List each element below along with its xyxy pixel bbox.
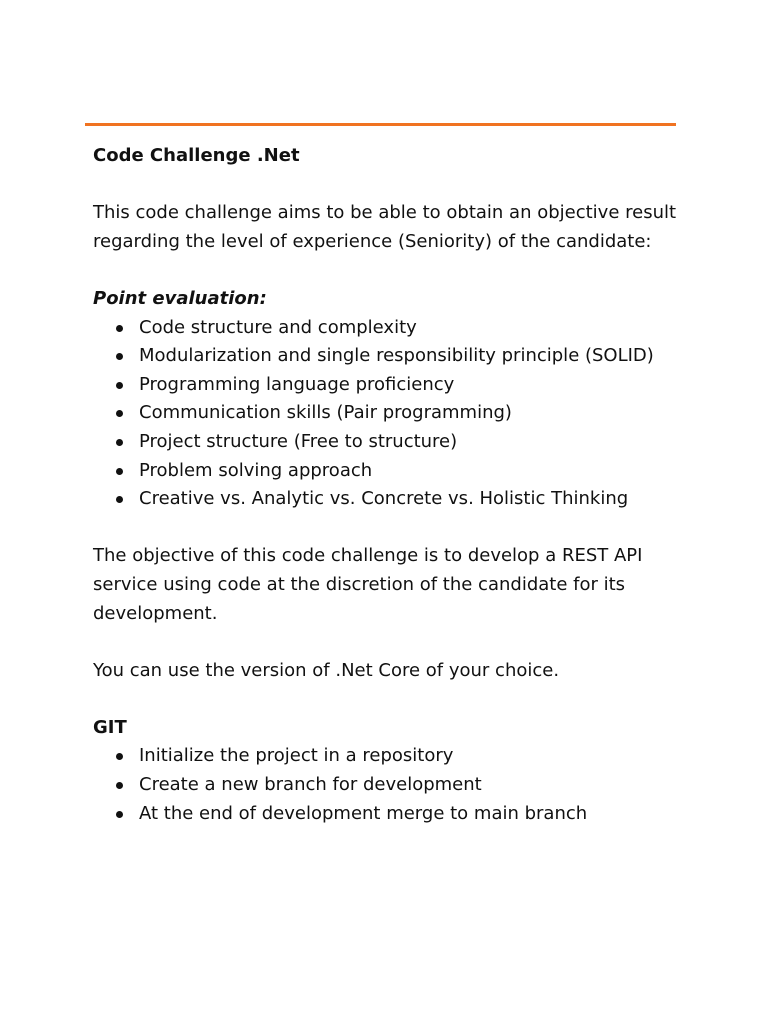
bullet-icon [116, 782, 123, 789]
list-item [93, 485, 693, 514]
list-item [93, 342, 693, 371]
spacer [93, 514, 693, 543]
list-item-text: Create a new branch for development [139, 774, 482, 796]
list-item-text: Communication skills (Pair programming) [139, 402, 512, 424]
list-item-text: Project structure (Free to structure) [139, 430, 458, 452]
list-item [93, 314, 693, 343]
bullet-icon [116, 382, 123, 389]
spacer [93, 685, 693, 714]
spacer [93, 256, 693, 285]
bullet-icon [116, 468, 123, 475]
objective-line: service using code at the discretion of the candidate for its [93, 573, 626, 595]
list-item-text: Initialize the project in a repository [139, 745, 454, 767]
bullet-icon [116, 410, 123, 417]
git-heading: GIT [93, 716, 127, 738]
bullet-icon [116, 353, 123, 360]
bullet-icon [116, 811, 123, 818]
list-item [93, 371, 693, 400]
bullet-icon [116, 325, 123, 332]
header-rule [85, 123, 676, 126]
intro-line: This code challenge aims to be able to obtain an objective result [93, 202, 677, 224]
bullet-icon [116, 753, 123, 760]
spacer [93, 171, 693, 200]
list-item [93, 800, 693, 829]
point-evaluation-heading: Point evaluation: [93, 287, 267, 309]
list-item-text: Problem solving approach [139, 459, 373, 481]
version-note: You can use the version of .Net Core of your choice. [93, 659, 560, 681]
objective-line: The objective of this code challenge is to develop a REST API [93, 545, 643, 567]
list-item-text: Modularization and single responsibility principle (SOLID) [139, 345, 654, 367]
list-item-text: Programming language proficiency [139, 373, 455, 395]
list-item [93, 457, 693, 486]
list-item [93, 771, 693, 800]
document-body [93, 142, 693, 828]
point-evaluation-list [93, 314, 693, 514]
objective-line: development. [93, 602, 218, 624]
spacer [93, 628, 693, 657]
document-title: Code Challenge .Net [93, 145, 300, 166]
list-item [93, 742, 693, 771]
list-item [93, 428, 693, 457]
bullet-icon [116, 439, 123, 446]
bullet-icon [116, 496, 123, 503]
intro-line: regarding the level of experience (Seniority) of the candidate: [93, 230, 652, 252]
list-item-text: Code structure and complexity [139, 316, 417, 338]
list-item-text: At the end of development merge to main branch [139, 802, 588, 824]
git-list [93, 742, 693, 828]
list-item [93, 399, 693, 428]
list-item-text: Creative vs. Analytic vs. Concrete vs. Holistic Thinking [139, 488, 629, 510]
